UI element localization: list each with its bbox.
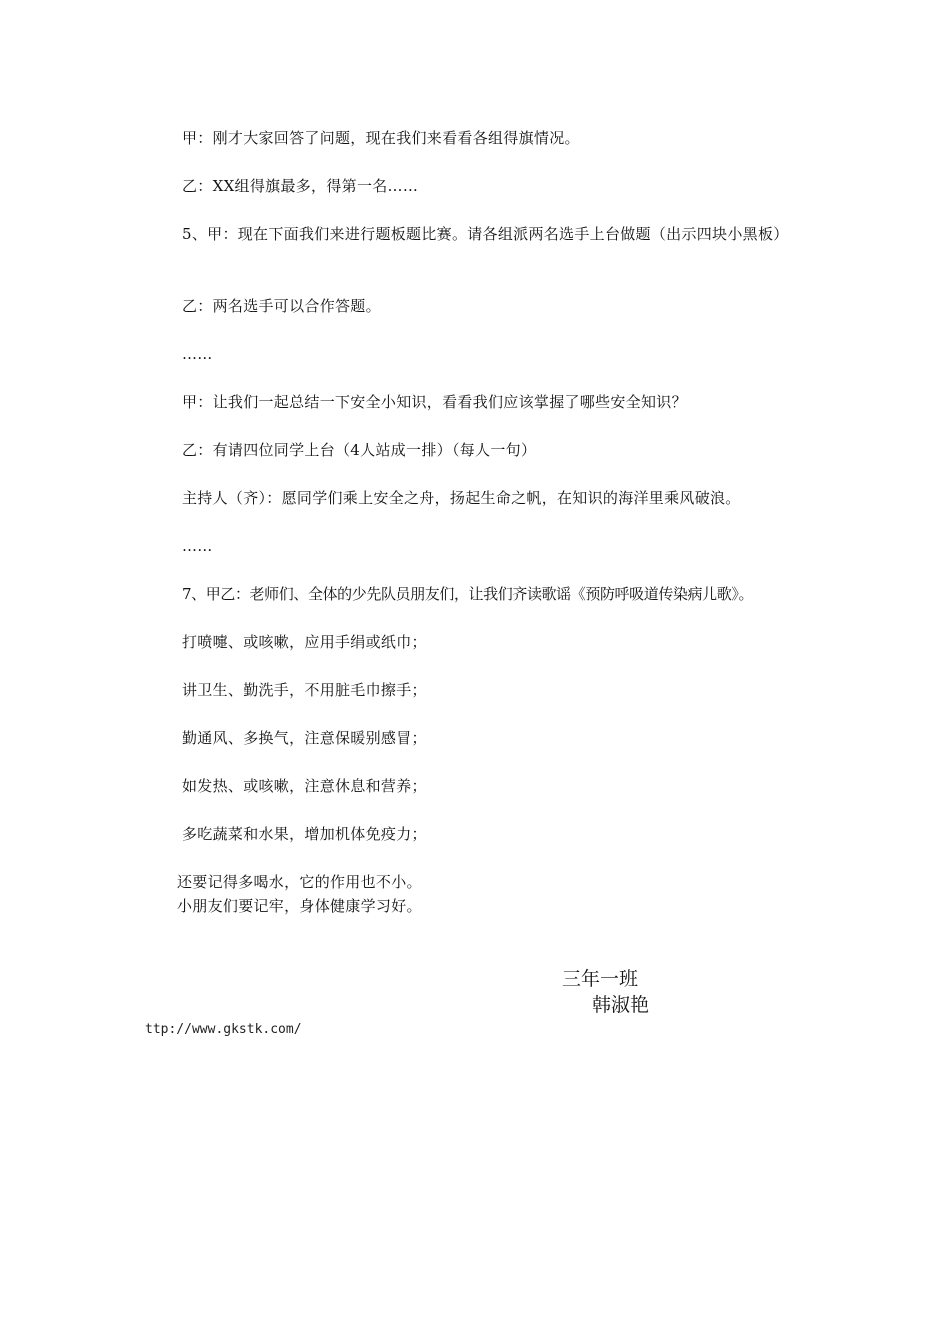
dialogue-line: 乙：两名选手可以合作答题。 (182, 297, 381, 315)
rhyme-line: 讲卫生、勤洗手，不用脏毛巾擦手； (182, 681, 427, 699)
dialogue-line: 甲：刚才大家回答了问题，现在我们来看看各组得旗情况。 (182, 129, 580, 147)
dialogue-paragraph: 5、甲：现在下面我们来进行题板题比赛。请各组派两名选手上台做题（出示四块小黑板） (182, 225, 789, 243)
dialogue-line: 主持人（齐）：愿同学们乘上安全之舟，扬起生命之帆，在知识的海洋里乘风破浪。 (182, 489, 741, 507)
signature-author: 韩淑艳 (592, 994, 650, 1016)
rhyme-line: 打喷嚏、或咳嗽，应用手绢或纸巾； (182, 633, 427, 651)
dialogue-line: 乙：XX组得旗最多，得第一名…… (182, 177, 419, 195)
rhyme-line: 勤通风、多换气，注意保暖别感冒； (182, 729, 427, 747)
dialogue-line: 7、甲乙：老师们、全体的少先队员朋友们，让我们齐读歌谣《预防呼吸道传染病儿歌》。 (182, 585, 754, 603)
rhyme-line: 如发热、或咳嗽，注意休息和营养； (182, 777, 427, 795)
ellipsis-line: …… (182, 537, 213, 555)
rhyme-line: 多吃蔬菜和水果，增加机体免疫力； (182, 825, 427, 843)
rhyme-line: 小朋友们要记牢，身体健康学习好。 (177, 897, 422, 915)
ellipsis-line: …… (182, 345, 213, 363)
rhyme-line: 还要记得多喝水，它的作用也不小。 (177, 873, 422, 891)
footer-url: ttp://www.gkstk.com/ (145, 1022, 302, 1037)
dialogue-line: 乙：有请四位同学上台（4人站成一排）（每人一句） (182, 441, 537, 459)
signature-class: 三年一班 (562, 968, 639, 990)
dialogue-line: 甲：让我们一起总结一下安全小知识，看看我们应该掌握了哪些安全知识？ (182, 393, 687, 411)
